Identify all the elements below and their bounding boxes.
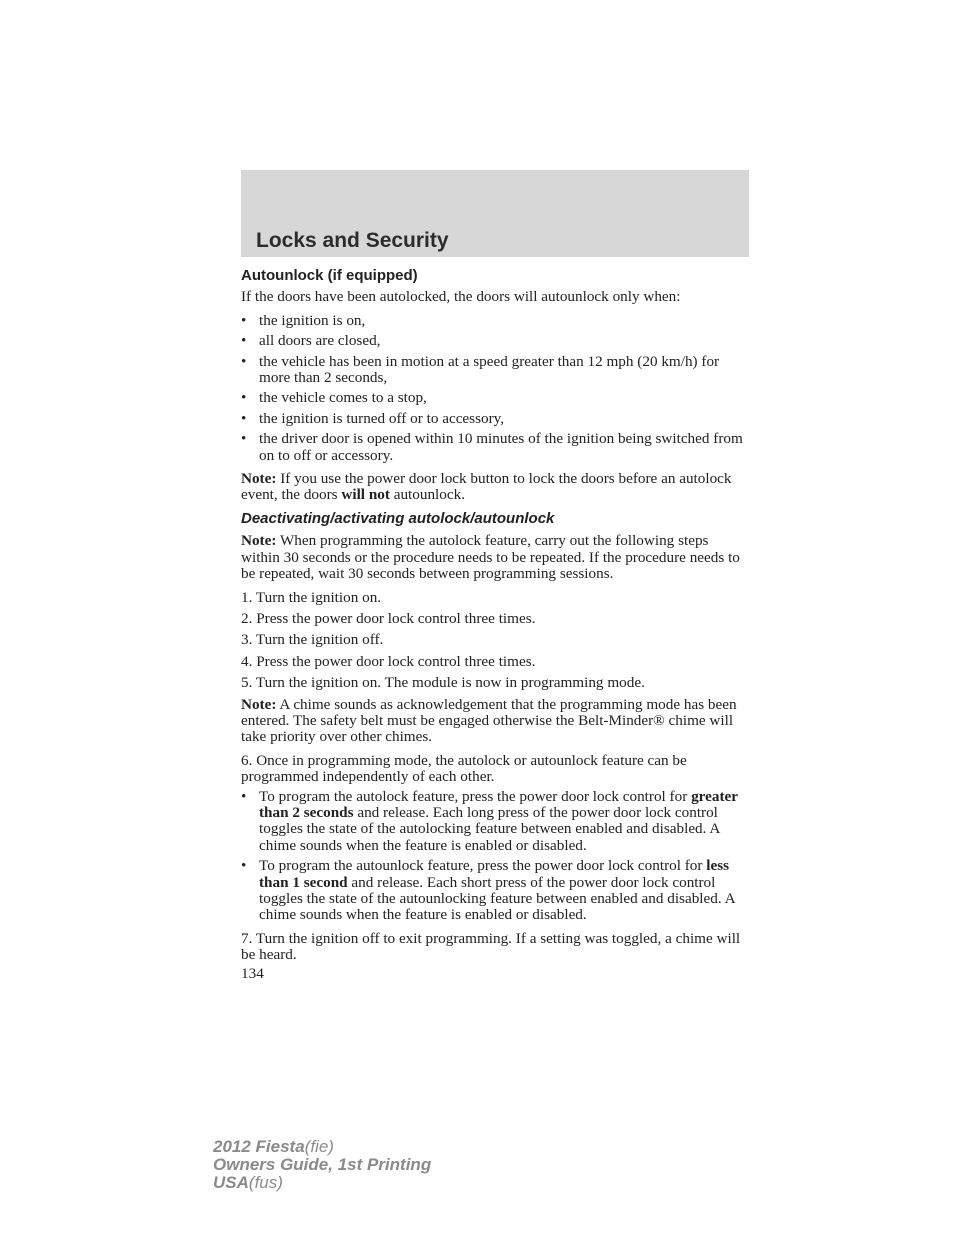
programming-options-list — [241, 789, 751, 924]
emphasis-greater-than-2-seconds: greater than 2 seconds — [259, 787, 738, 821]
step-2: 2. Press the power door lock control three times. — [241, 609, 536, 627]
list-item: • the vehicle has been in motion at a speed greater than 12 mph (20 km/h) for more than 2 seconds, — [241, 352, 720, 387]
step-1: 1. Turn the ignition on. — [241, 588, 382, 606]
note-label: Note: — [241, 470, 277, 488]
list-item: • To program the autolock feature, press the power door lock control for greater than 2 seconds and release. Each long press of the power door lock control toggles the state of the autolocking feature between enabled and disabled. A chime sounds when the feature is enabled or disabled. — [241, 787, 738, 854]
list-item: • the vehicle comes to a stop, — [241, 389, 427, 407]
bullet-icon: • — [241, 857, 247, 875]
autounlock-intro: If the doors have been autolocked, the doors will autounlock only when: — [241, 288, 681, 306]
step-7: 7. Turn the ignition off to exit programming. If a setting was toggled, a chime will be heard. — [241, 929, 741, 964]
autounlock-conditions-list — [241, 313, 751, 464]
bullet-icon: • — [241, 787, 247, 805]
footer-line-printing: Owners Guide, 1st Printing — [213, 1155, 432, 1174]
footer-line-market: USA(fus) — [213, 1173, 283, 1192]
autounlock-heading: Autounlock (if equipped) — [241, 267, 418, 284]
list-item: • the ignition is turned off or to accessory, — [241, 409, 505, 427]
list-item: • the ignition is on, — [241, 311, 366, 329]
page-content — [241, 268, 751, 982]
bullet-icon: • — [241, 311, 247, 329]
list-item: • the driver door is opened within 10 minutes of the ignition being switched from on to off or accessory. — [241, 430, 743, 464]
bullet-icon: • — [241, 389, 247, 407]
bullet-icon: • — [241, 430, 247, 448]
autounlock-note: Note: If you use the power door lock button to lock the doors before an autolock event, the doors will not autounlock. — [241, 470, 732, 504]
page-number: 134 — [241, 964, 264, 982]
emphasis-will-not: will not — [341, 486, 390, 504]
deactivating-heading: Deactivating/activating autolock/autounlock — [241, 509, 555, 527]
document-footer — [213, 1138, 431, 1192]
emphasis-less-than-1-second: less than 1 second — [259, 857, 730, 891]
footer-line-model: 2012 Fiesta(fie) — [213, 1137, 334, 1156]
programming-note: Note: When programming the autolock feature, carry out the following steps within 30 seconds or the procedure needs to be repeated. If the procedure needs to be repeated, wait 30 seconds between programming sessions. — [241, 532, 740, 583]
step-3: 3. Turn the ignition off. — [241, 631, 384, 649]
note-label: Note: — [241, 532, 277, 550]
bullet-icon: • — [241, 409, 247, 427]
section-title: Locks and Security — [256, 229, 449, 252]
list-item: • To program the autounlock feature, press the power door lock control for less than 1 second and release. Each short press of the power door lock control toggles the state of the autounlocking feature between enabled and disabled. A chime sounds when the feature is enabled or disabled. — [241, 857, 735, 924]
list-item: • all doors are closed, — [241, 332, 381, 350]
programming-steps — [241, 590, 751, 692]
note-label: Note: — [241, 695, 277, 713]
step-4: 4. Press the power door lock control three times. — [241, 652, 536, 670]
chime-note: Note: A chime sounds as acknowledgement that the programming mode has been entered. The safety belt must be engaged otherwise the Belt-Minder® chime will take priority over other chimes. — [241, 695, 737, 746]
step-5: 5. Turn the ignition on. The module is now in programming mode. — [241, 674, 645, 692]
bullet-icon: • — [241, 332, 247, 350]
step-6: 6. Once in programming mode, the autolock or autounlock feature can be programmed independently of each other. — [241, 751, 687, 786]
bullet-icon: • — [241, 352, 247, 370]
